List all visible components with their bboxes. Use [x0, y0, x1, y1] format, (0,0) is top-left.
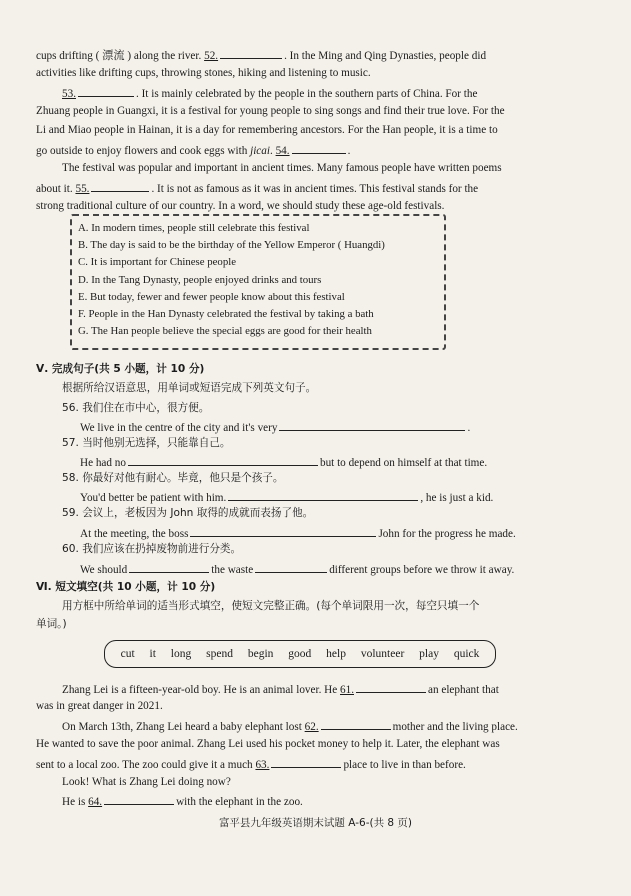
passage-line: [36, 199, 596, 213]
passage-line: [36, 104, 596, 118]
text: an elephant that: [428, 684, 499, 696]
answer-blank-64[interactable]: [104, 793, 174, 805]
text: go outside to enjoy flowers and cook eggs with: [36, 145, 248, 157]
q56-english: [80, 419, 631, 435]
option-a: A. In modern times, people still celebrate this festival: [78, 222, 310, 234]
passage-line: [36, 180, 596, 196]
text: . It is mainly celebrated by the people in the southern parts of China. For the: [135, 88, 478, 100]
text: Zhuang people in Guangxi, it is a festival for young people to sing songs and find their true love. For the: [36, 105, 505, 117]
text: . In the Ming and Qing Dynasties, people did: [284, 50, 487, 62]
answer-blank-59[interactable]: [190, 525, 376, 537]
answer-blank-60b[interactable]: [255, 561, 327, 573]
passage-line: [36, 47, 596, 63]
q58-english: [80, 489, 631, 505]
options-box: [70, 214, 446, 350]
text: , he is just a kid.: [420, 492, 494, 504]
answer-blank-53[interactable]: [78, 85, 134, 97]
passage-line: [62, 775, 622, 789]
option-f: F. People in the Han Dynasty celebrated the festival by taking a bath: [78, 308, 374, 321]
section-5-instruction: 根据所给汉语意思，用单词或短语完成下列英文句子。: [62, 382, 317, 394]
q59-chinese: 59. 会议上，老板因为 John 取得的成就而表扬了他。: [62, 507, 314, 519]
text: He wanted to save the poor animal. Zhang Lei used his pocket money to help it. Later, the elephant was: [36, 738, 500, 750]
text: He had no: [80, 457, 126, 469]
text: place to live in than before.: [343, 759, 466, 771]
option-d: D. In the Tang Dynasty, people enjoyed drinks and tours: [78, 273, 322, 286]
text: strong traditional culture of our country. In a word, we should study these age-old festivals.: [36, 200, 445, 212]
question-number-64: 64.: [88, 796, 103, 808]
question-number-55: 55.: [75, 183, 90, 195]
option-g: G. The Han people believe the special eggs are good for their health: [78, 325, 372, 338]
word-bank-item: cut: [120, 648, 135, 660]
passage-line: [36, 756, 596, 772]
question-number-52: 52.: [204, 50, 219, 62]
q58-chinese: 58. 你最好对他有耐心。毕竟，他只是个孩子。: [62, 472, 284, 484]
option-b: B. The day is said to be the birthday of the Yellow Emperor ( Huangdi): [78, 239, 385, 252]
question-number-63: 63.: [255, 759, 270, 771]
text: the waste: [211, 564, 254, 576]
text: On March 13th, Zhang Lei heard a baby elephant lost: [62, 721, 302, 733]
text: At the meeting, the boss: [80, 528, 189, 540]
text: We live in the centre of the city and it's very: [80, 422, 278, 434]
section-5-title: Ⅴ. 完成句子(共 5 小题，计 10 分): [36, 363, 205, 375]
q60-english: [80, 561, 631, 577]
passage-line: [62, 161, 622, 175]
q57-chinese: 57. 当时他别无选择，只能靠自己。: [62, 437, 231, 449]
text: was in great danger in 2021.: [36, 700, 163, 712]
page-footer: 富平县九年级英语期末试题 A-6-(共 8 页): [218, 817, 413, 829]
text: Li and Miao people in Hainan, it is a day for remembering ancestors. For the Han people, it is a time to: [36, 124, 498, 136]
text: sent to a local zoo. The zoo could give it a much: [36, 759, 253, 771]
word-bank-item: help: [326, 648, 346, 660]
answer-blank-54[interactable]: [292, 142, 346, 154]
word-bank-box: [104, 640, 496, 668]
text: mother and the living place.: [392, 721, 518, 733]
question-number-53: 53.: [62, 88, 76, 100]
passage-line: [36, 123, 596, 137]
section-6-title: Ⅵ. 短文填空(共 10 小题，计 10 分): [36, 581, 216, 593]
word-bank-item: volunteer: [360, 648, 405, 660]
text: The festival was popular and important in ancient times. Many famous people have written poems: [62, 162, 502, 174]
text: cups drifting ( 漂流 ) along the river.: [36, 50, 202, 62]
q56-chinese: 56. 我们住在市中心，很方便。: [62, 402, 210, 414]
passage-line: [36, 737, 596, 751]
text: You'd better be patient with him.: [80, 492, 227, 504]
passage-line: [62, 718, 622, 734]
question-number-54: 54.: [275, 145, 290, 157]
q60-chinese: 60. 我们应该在扔掉废物前进行分类。: [62, 543, 242, 555]
word-bank-item: long: [170, 648, 192, 660]
text: .: [467, 422, 471, 434]
answer-blank-56[interactable]: [279, 419, 465, 431]
word-bank-item: spend: [206, 648, 233, 660]
q57-english: [80, 454, 631, 470]
answer-blank-63[interactable]: [271, 756, 341, 768]
text: Zhang Lei is a fifteen-year-old boy. He is an animal lover. He: [62, 684, 338, 696]
answer-blank-52[interactable]: [220, 47, 282, 59]
question-number-62: 62.: [304, 721, 319, 733]
passage-line: [36, 66, 596, 80]
text: .: [269, 145, 273, 157]
answer-blank-60a[interactable]: [129, 561, 209, 573]
answer-blank-55[interactable]: [91, 180, 149, 192]
question-number-61: 61.: [340, 684, 354, 696]
word-bank-item: it: [149, 648, 156, 660]
italic-word: jicai: [250, 145, 270, 157]
text: He is: [62, 796, 86, 808]
passage-line: [36, 699, 596, 713]
section-6-instruction: 用方框中所给单词的适当形式填空，使短文完整正确。(每个单词限用一次，每空只填一个: [62, 600, 480, 612]
word-bank-item: begin: [247, 648, 274, 660]
word-bank-item: good: [288, 648, 312, 660]
text: with the elephant in the zoo.: [176, 796, 303, 808]
option-e: E. But today, fewer and fewer people know about this festival: [78, 290, 345, 303]
word-bank-item: play: [419, 648, 439, 660]
answer-blank-61[interactable]: [356, 681, 426, 693]
text: . It is not as famous as it was in ancient times. This festival stands for the: [151, 183, 479, 195]
answer-blank-58[interactable]: [228, 489, 418, 501]
q59-english: [80, 525, 631, 541]
passage-line: go outside to enjoy flowers and cook eggs with jicai. 54. .: [36, 142, 596, 158]
text: but to depend on himself at that time.: [319, 457, 488, 469]
text: about it.: [36, 183, 73, 195]
text: Look! What is Zhang Lei doing now?: [62, 776, 231, 788]
section-6-instruction-cont: 单词。): [36, 618, 67, 630]
answer-blank-62[interactable]: [321, 718, 391, 730]
text: activities like drifting cups, throwing stones, hiking and listening to music.: [36, 67, 371, 79]
passage-line: [62, 793, 622, 809]
text: We should: [80, 564, 128, 576]
passage-line: [62, 85, 622, 101]
text: John for the progress he made.: [378, 528, 516, 540]
option-c: C. It is important for Chinese people: [78, 256, 237, 269]
word-bank-item: quick: [453, 648, 480, 660]
passage-line: [62, 681, 622, 697]
answer-blank-57[interactable]: [128, 454, 318, 466]
text: different groups before we throw it away.: [329, 564, 515, 576]
